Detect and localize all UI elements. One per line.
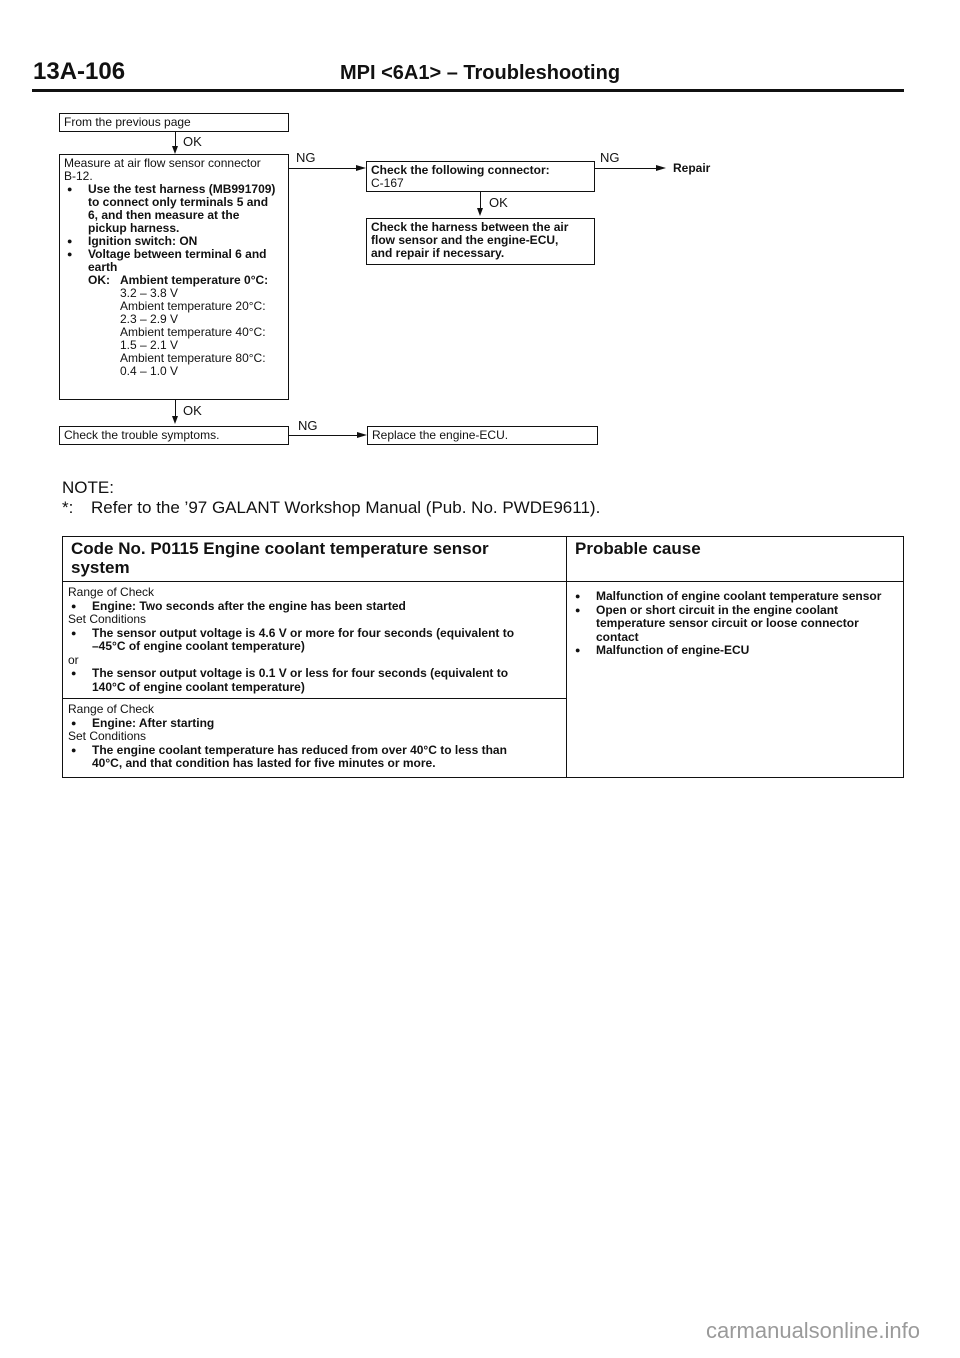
watermark: carmanualsonline.info [705, 1318, 920, 1343]
connector-line [289, 435, 357, 436]
check-connector-title: Check the following connector: [371, 163, 550, 177]
ok-label: OK [183, 134, 202, 149]
cause-item: ● Malfunction of engine coolant temperature sensor [572, 590, 898, 604]
ng-label: NG [298, 418, 318, 433]
from-previous-page-text: From the previous page [64, 115, 191, 129]
arrow-right-icon [357, 432, 367, 438]
code-table [62, 536, 904, 778]
header-rule [32, 89, 904, 92]
measure-connector: B-12. [64, 169, 93, 183]
ok-criteria-line: 3.2 – 3.8 V [120, 286, 179, 300]
ok-criteria-line: Ambient temperature 20°C: [120, 299, 266, 313]
arrow-down-icon [172, 146, 178, 154]
connector-line [175, 400, 176, 416]
cause-item: ● Open or short circuit in the engine coolant temperature sensor circuit or loose connector contact [572, 604, 898, 645]
page-title: MPI <6A1> – Troubleshooting [340, 62, 621, 84]
connector-line [175, 132, 176, 146]
cause-item: ● Malfunction of engine-ECU [572, 644, 898, 658]
arrow-right-icon [356, 165, 366, 171]
probable-cause-header: Probable cause [567, 537, 904, 582]
check-connector-box [366, 161, 595, 192]
measure-bullet: ● Ignition switch: ON [64, 235, 284, 248]
ok-criteria-line: 0.4 – 1.0 V [120, 364, 179, 378]
code-table-title: Code No. P0115 Engine coolant temperature sensor system [63, 537, 567, 582]
measure-bullet: ● Use the test harness (MB991709) to connect only terminals 5 and 6, and then measure at the pickup harness. [64, 183, 284, 235]
range-block: Range of Check ● Engine: After starting Set Conditions ● The engine coolant temperature has reduced from over 40°C to less than 40°C, and that condition has lasted for five minutes or more. [63, 699, 567, 778]
ok-criteria: OK: Ambient temperature 0°C: [88, 273, 269, 287]
check-harness-box: Check the harness between the air flow sensor and the engine-ECU, and repair if necessary. [366, 218, 595, 265]
connector-line [289, 168, 356, 169]
probable-cause-list [567, 582, 904, 778]
page-number: 13A-106 [33, 58, 126, 85]
repair-label: Repair [673, 161, 711, 175]
arrow-down-icon [172, 416, 178, 424]
ok-criteria-line: 1.5 – 2.1 V [120, 338, 179, 352]
from-previous-page-box [59, 113, 289, 132]
note-text: Refer to the ’97 GALANT Workshop Manual (Pub. No. PWDE9611). [91, 498, 601, 517]
arrow-down-icon [477, 208, 483, 216]
note-heading: NOTE: [62, 478, 114, 497]
connector-line [595, 168, 656, 169]
ok-label: OK [489, 195, 508, 210]
check-connector-code: C-167 [371, 176, 404, 190]
ok-label: OK [183, 403, 202, 418]
ok-criteria-line: 2.3 – 2.9 V [120, 312, 179, 326]
measure-bullet: ● Voltage between terminal 6 and earth [64, 248, 284, 274]
replace-ecu-box: Replace the engine-ECU. [367, 426, 598, 445]
range-block: Range of Check ● Engine: Two seconds after the engine has been started Set Conditions ● The sensor output voltage is 4.6 V or more for four seconds (equivalent to –45°C of engine coolant temperature) or ● The sensor output voltage is 0.1 V or less for four seconds (equivalent to 140°C of engine coolant temperature) [63, 582, 567, 699]
ok-criteria-line: Ambient temperature 80°C: [120, 351, 266, 365]
ok-criteria-line: Ambient temperature 40°C: [120, 325, 266, 339]
ng-label: NG [296, 150, 316, 165]
measure-step-box [59, 154, 289, 400]
connector-line [480, 192, 481, 208]
note-marker: *: [62, 498, 74, 517]
ng-label: NG [600, 150, 620, 165]
trouble-symptoms-box: Check the trouble symptoms. [59, 426, 289, 445]
measure-line: Measure at air flow sensor connector [64, 156, 261, 170]
arrow-right-icon [656, 165, 666, 171]
